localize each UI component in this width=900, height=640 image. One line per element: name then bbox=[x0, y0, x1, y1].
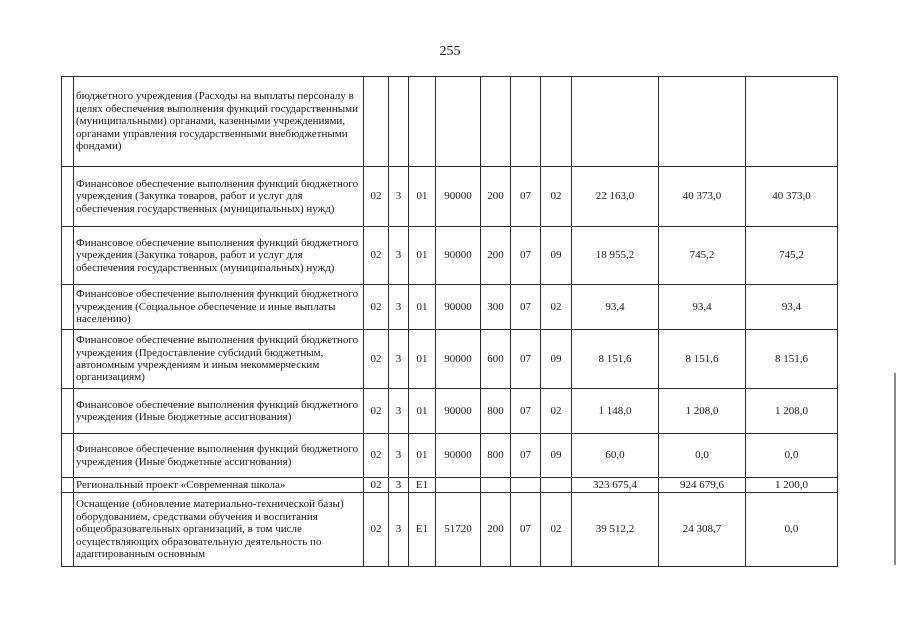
code-cell: 02 bbox=[364, 493, 389, 567]
blank-cell bbox=[62, 227, 74, 285]
blank-cell bbox=[62, 167, 74, 227]
code-cell: 90000 bbox=[436, 389, 481, 434]
amount-cell: 24 308,7 bbox=[659, 493, 746, 567]
code-cell: 3 bbox=[389, 330, 409, 389]
amount-cell: 8 151,6 bbox=[746, 330, 838, 389]
amount-cell: 60,0 bbox=[572, 434, 659, 478]
blank-cell bbox=[62, 330, 74, 389]
blank-cell bbox=[62, 389, 74, 434]
code-cell: 09 bbox=[541, 227, 572, 285]
scan-margin-mark bbox=[894, 373, 896, 565]
code-cell: 600 bbox=[481, 330, 511, 389]
code-cell bbox=[364, 77, 389, 167]
amount-cell bbox=[572, 77, 659, 167]
amount-cell: 0,0 bbox=[746, 434, 838, 478]
amount-cell: 93,4 bbox=[746, 285, 838, 330]
code-cell: 02 bbox=[364, 389, 389, 434]
code-cell: 07 bbox=[511, 389, 541, 434]
code-cell: 3 bbox=[389, 285, 409, 330]
table-row bbox=[62, 389, 838, 434]
code-cell: 01 bbox=[409, 434, 436, 478]
code-cell: 07 bbox=[511, 285, 541, 330]
code-cell: 51720 bbox=[436, 493, 481, 567]
table-row bbox=[62, 285, 838, 330]
code-cell: 200 bbox=[481, 167, 511, 227]
row-description: Оснащение (обновление материально-технической базы) оборудованием, средствами обучения и воспитания общеобразовательных организаций, в том числе осуществляющих образовательную деятельность по адаптированным основным bbox=[74, 493, 364, 567]
code-cell bbox=[436, 478, 481, 493]
code-cell: 02 bbox=[364, 167, 389, 227]
code-cell: 07 bbox=[511, 493, 541, 567]
code-cell bbox=[389, 77, 409, 167]
code-cell: 90000 bbox=[436, 330, 481, 389]
code-cell: 3 bbox=[389, 227, 409, 285]
amount-cell: 924 679,6 bbox=[659, 478, 746, 493]
code-cell: 02 bbox=[364, 285, 389, 330]
code-cell bbox=[541, 478, 572, 493]
code-cell: 07 bbox=[511, 167, 541, 227]
code-cell: 90000 bbox=[436, 285, 481, 330]
code-cell: E1 bbox=[409, 493, 436, 567]
blank-cell bbox=[62, 77, 74, 167]
page-number: 255 bbox=[439, 44, 461, 59]
row-description: Региональный проект «Современная школа» bbox=[74, 478, 364, 493]
amount-cell: 8 151,6 bbox=[659, 330, 746, 389]
code-cell: 3 bbox=[389, 434, 409, 478]
code-cell: 3 bbox=[389, 167, 409, 227]
code-cell bbox=[511, 478, 541, 493]
code-cell bbox=[409, 77, 436, 167]
code-cell: 02 bbox=[364, 227, 389, 285]
table-row bbox=[62, 330, 838, 389]
code-cell: 3 bbox=[389, 478, 409, 493]
row-description: Финансовое обеспечение выполнения функций бюджетного учреждения (Закупка товаров, работ и услуг для обеспечения государственных (муниципальных) нужд) bbox=[74, 227, 364, 285]
budget-table bbox=[61, 76, 838, 567]
amount-cell: 40 373,0 bbox=[659, 167, 746, 227]
code-cell: 02 bbox=[541, 389, 572, 434]
code-cell: 800 bbox=[481, 434, 511, 478]
blank-cell bbox=[62, 434, 74, 478]
amount-cell bbox=[659, 77, 746, 167]
code-cell: 07 bbox=[511, 330, 541, 389]
amount-cell: 39 512,2 bbox=[572, 493, 659, 567]
table-row bbox=[62, 227, 838, 285]
amount-cell: 323 675,4 bbox=[572, 478, 659, 493]
code-cell: 90000 bbox=[436, 227, 481, 285]
blank-cell bbox=[62, 285, 74, 330]
code-cell: 800 bbox=[481, 389, 511, 434]
code-cell: 02 bbox=[541, 493, 572, 567]
amount-cell: 745,2 bbox=[746, 227, 838, 285]
code-cell: 02 bbox=[364, 330, 389, 389]
row-description: Финансовое обеспечение выполнения функций бюджетного учреждения (Социальное обеспечение и иные выплаты населению) bbox=[74, 285, 364, 330]
code-cell: 300 bbox=[481, 285, 511, 330]
amount-cell: 22 163,0 bbox=[572, 167, 659, 227]
code-cell: 07 bbox=[511, 227, 541, 285]
code-cell: 3 bbox=[389, 493, 409, 567]
amount-cell: 1 208,0 bbox=[659, 389, 746, 434]
amount-cell: 745,2 bbox=[659, 227, 746, 285]
row-description: Финансовое обеспечение выполнения функций бюджетного учреждения (Иные бюджетные ассигнования) bbox=[74, 434, 364, 478]
table-row bbox=[62, 434, 838, 478]
code-cell: 01 bbox=[409, 389, 436, 434]
code-cell bbox=[481, 478, 511, 493]
code-cell: 3 bbox=[389, 389, 409, 434]
row-description: Финансовое обеспечение выполнения функций бюджетного учреждения (Предоставление субсидий бюджетным, автономным учреждениям и иным некоммерческим организациям) bbox=[74, 330, 364, 389]
code-cell: 01 bbox=[409, 330, 436, 389]
code-cell: 02 bbox=[364, 434, 389, 478]
code-cell bbox=[481, 77, 511, 167]
amount-cell bbox=[746, 77, 838, 167]
code-cell bbox=[541, 77, 572, 167]
amount-cell: 40 373,0 bbox=[746, 167, 838, 227]
amount-cell: 8 151,6 bbox=[572, 330, 659, 389]
code-cell: 02 bbox=[541, 167, 572, 227]
code-cell: 01 bbox=[409, 227, 436, 285]
code-cell: 90000 bbox=[436, 167, 481, 227]
amount-cell: 93,4 bbox=[659, 285, 746, 330]
blank-cell bbox=[62, 493, 74, 567]
code-cell: 200 bbox=[481, 493, 511, 567]
amount-cell: 93,4 bbox=[572, 285, 659, 330]
blank-cell bbox=[62, 478, 74, 493]
code-cell: 09 bbox=[541, 434, 572, 478]
row-description: бюджетного учреждения (Расходы на выплаты персоналу в целях обеспечения выполнения функций государственными (муниципальными) органами, казенными учреждениями, органами управления государственными внебюджетными фондами) bbox=[74, 77, 364, 167]
code-cell: 01 bbox=[409, 167, 436, 227]
row-description: Финансовое обеспечение выполнения функций бюджетного учреждения (Закупка товаров, работ и услуг для обеспечения государственных (муниципальных) нужд) bbox=[74, 167, 364, 227]
table-row bbox=[62, 77, 838, 167]
code-cell: 09 bbox=[541, 330, 572, 389]
amount-cell: 0,0 bbox=[746, 493, 838, 567]
code-cell bbox=[511, 77, 541, 167]
amount-cell: 18 955,2 bbox=[572, 227, 659, 285]
table-row bbox=[62, 478, 838, 493]
code-cell: 02 bbox=[364, 478, 389, 493]
code-cell: 07 bbox=[511, 434, 541, 478]
row-description: Финансовое обеспечение выполнения функций бюджетного учреждения (Иные бюджетные ассигнования) bbox=[74, 389, 364, 434]
amount-cell: 1 200,0 bbox=[746, 478, 838, 493]
amount-cell: 1 148,0 bbox=[572, 389, 659, 434]
code-cell: 02 bbox=[541, 285, 572, 330]
code-cell: E1 bbox=[409, 478, 436, 493]
amount-cell: 0,0 bbox=[659, 434, 746, 478]
table-row bbox=[62, 167, 838, 227]
code-cell bbox=[436, 77, 481, 167]
code-cell: 01 bbox=[409, 285, 436, 330]
code-cell: 200 bbox=[481, 227, 511, 285]
table-row bbox=[62, 493, 838, 567]
amount-cell: 1 208,0 bbox=[746, 389, 838, 434]
code-cell: 90000 bbox=[436, 434, 481, 478]
